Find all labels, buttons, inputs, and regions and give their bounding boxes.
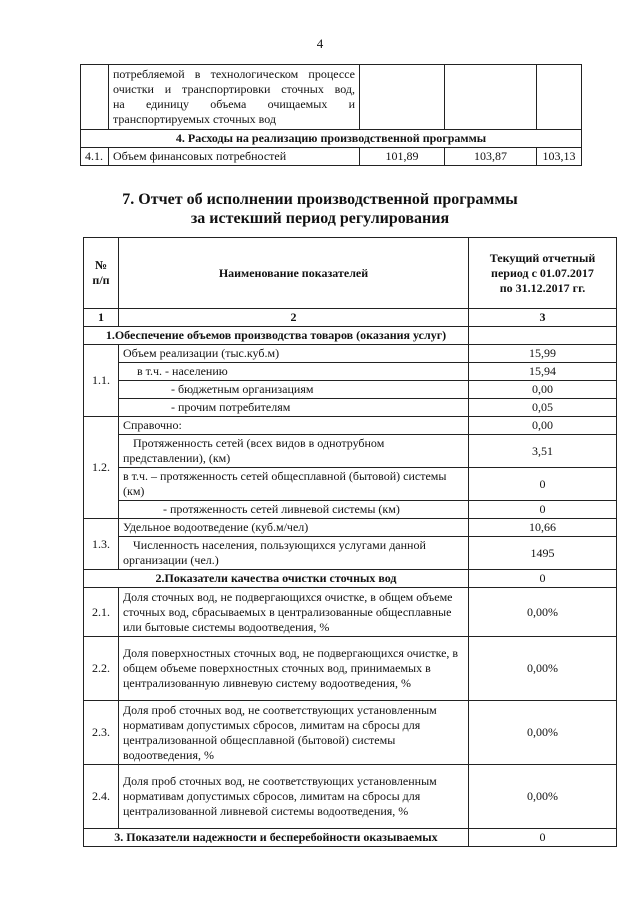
row-value: 0,00 [469,381,617,399]
table-row [84,468,617,501]
row-name: в т.ч. - населению [119,363,469,381]
previous-table [80,64,582,166]
row-name: Объем финансовых потребностей [109,148,360,166]
row-name: Доля проб сточных вод, не соответствующих установленным нормативам допустимых сбросов, лимитам на сбросы для централизованной общесплавной (бытовой) системы водоотведения, % [119,701,469,765]
row-name: - прочим потребителям [119,399,469,417]
row-name: в т.ч. – протяженность сетей общесплавной (бытовой) системы (км) [119,468,469,501]
column-numbers-row: 1 2 3 [84,309,617,327]
row-value: 0,00% [469,701,617,765]
section2-title: 2.Показатели качества очистки сточных вод [84,570,469,588]
row-value: 0 [469,829,617,847]
row-name: Справочно: [119,417,469,435]
section-row [84,327,617,345]
table-row [84,637,617,701]
header-period: Текущий отчетный период с 01.07.2017 по 31.12.2017 гг. [469,238,617,309]
table-row [84,345,617,363]
table-row [84,435,617,468]
row-value: 0 [469,570,617,588]
header-name: Наименование показателей [119,238,469,309]
report-table [83,237,617,847]
row-name: - протяженность сетей ливневой системы (км) [119,501,469,519]
row-name: Протяженность сетей (всех видов в однотрубном представлении), (км) [119,435,469,468]
row-value: 103,13 [537,148,582,166]
row-value: 101,89 [360,148,445,166]
header-row [84,238,617,309]
section-row [84,829,617,847]
row-name: - бюджетным организациям [119,381,469,399]
table-row [84,363,617,381]
row-number: 1.1. [84,345,119,417]
row-value: 15,99 [469,345,617,363]
row-number: 2.1. [84,588,119,637]
page-number: 4 [316,36,324,51]
row-value: 10,66 [469,519,617,537]
table-row [84,381,617,399]
table-row [81,65,582,130]
row-value: 0,00% [469,588,617,637]
section1-title: 1.Обеспечение объемов производства товаров (оказания услуг) [84,327,469,345]
section-row [84,570,617,588]
table-row [84,537,617,570]
table-row [84,519,617,537]
row-number: 1.2. [84,417,119,519]
section3-title: 3. Показатели надежности и бесперебойности оказываемых [84,829,469,847]
table-row [84,701,617,765]
section7-title: 7. Отчет об исполнении производственной программы за истекший период регулирования [122,191,518,227]
table-row [84,501,617,519]
table-row [84,399,617,417]
row-value: 0,00 [469,417,617,435]
header-num: № п/п [84,238,119,309]
table-row [81,148,582,166]
row-number: 2.2. [84,637,119,701]
row-value: 0,00% [469,765,617,829]
table-row [81,130,582,148]
row-name: Доля сточных вод, не подвергающихся очистке, в общем объеме сточных вод, сбрасываемых в централизованные общесплавные или бытовые системы водоотведения, % [119,588,469,637]
row-number: 2.3. [84,701,119,765]
table-row [84,765,617,829]
row-number: 1.3. [84,519,119,570]
row-value: 15,94 [469,363,617,381]
row-name: Численность населения, пользующихся услугами данной организации (чел.) [119,537,469,570]
row-number: 2.4. [84,765,119,829]
section4-title: 4. Расходы на реализацию производственной программы [81,130,582,148]
table-row [84,588,617,637]
row-value: 1495 [469,537,617,570]
continued-text-cell: потребляемой в технологическом процессе очистки и транспортировки сточных вод, на единицу объема очищаемых и транспортируемых сточных вод [109,65,360,130]
row-value: 103,87 [445,148,537,166]
row-number: 4.1. [81,148,109,166]
row-value: 0,00% [469,637,617,701]
row-name: Доля поверхностных сточных вод, не подвергающихся очистке, в общем объеме поверхностных сточных вод, принимаемых в централизованную ливневую систему водоотведения, % [119,637,469,701]
row-value: 0 [469,468,617,501]
row-value: 3,51 [469,435,617,468]
row-value: 0 [469,501,617,519]
row-name: Доля проб сточных вод, не соответствующих установленным нормативам допустимых сбросов, лимитам на сбросы для централизованной ливневой системы водоотведения, % [119,765,469,829]
table-row [84,417,617,435]
row-value: 0,05 [469,399,617,417]
row-name: Удельное водоотведение (куб.м/чел) [119,519,469,537]
row-name: Объем реализации (тыс.куб.м) [119,345,469,363]
